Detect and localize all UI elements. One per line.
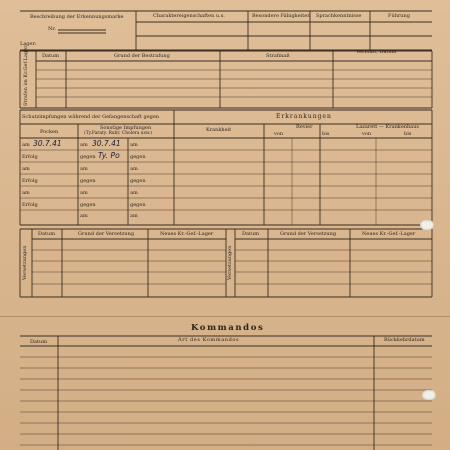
kommandos-title: Kommandos: [191, 323, 265, 333]
illness-col-lazarett: Lazarett — Krankenhaus: [356, 124, 419, 130]
am-label: am: [80, 166, 88, 172]
punishments-col-date: Datum: [42, 53, 59, 59]
illness-col-krankheit: Krankheit: [206, 127, 232, 133]
languages-label: Sprachkenntnisse: [316, 13, 362, 19]
pocken-label: Pocken: [40, 129, 59, 135]
illness-col-revier: Revier: [296, 124, 313, 130]
row-label-erfolg-1: Erfolg: [22, 154, 38, 160]
am-label: am: [80, 190, 88, 196]
am-label: am: [130, 213, 138, 219]
punishments-col-served: Verbüßt, Datum: [356, 49, 397, 55]
am-label: am: [80, 213, 88, 219]
gegen-label: gegen: [130, 202, 146, 208]
card-fold-line: [0, 316, 450, 317]
punishments-col-sentence: Strafmaß: [266, 53, 290, 59]
punch-hole-top: [420, 220, 434, 230]
other-vaccinations-label: Sonstige Impfungen: [100, 125, 152, 131]
transfers-side-label-left: Versetzungen: [22, 245, 28, 280]
row-label-am-1: am: [22, 142, 30, 148]
gegen-label: gegen: [130, 178, 146, 184]
transfers-left-col-date: Datum: [38, 231, 55, 237]
transfers-right-col-date: Datum: [242, 231, 259, 237]
kommandos-col-type: Art des Kommandos: [178, 337, 240, 343]
row-label-erfolg-2: Erfolg: [22, 178, 38, 184]
handwritten-pocken-date: 30.7.41: [33, 139, 62, 148]
kommandos-col-return-date: Rückkehrdatum: [384, 337, 425, 343]
handwritten-other-against: Ty. Po: [98, 151, 120, 160]
kommandos-col-date: Datum: [30, 339, 47, 345]
gegen-label: gegen: [80, 154, 96, 160]
row-label-erfolg-3: Erfolg: [22, 202, 38, 208]
punishments-col-reason: Grund der Bestrafung: [114, 53, 170, 59]
row-label-am-3: am: [22, 190, 30, 196]
illness-lazarett-von: von: [362, 131, 372, 137]
gegen-label: gegen: [130, 154, 146, 160]
abilities-label: Besondere Fähigkeiten: [252, 13, 311, 19]
nr-label: Nr.: [48, 26, 56, 32]
punch-hole-bottom: [422, 390, 436, 400]
transfers-side-label-right: Versetzungen: [227, 245, 233, 280]
illness-lazarett-bis: bis: [404, 131, 412, 137]
am-label: am: [130, 166, 138, 172]
handwritten-other-date: 30.7.41: [92, 139, 121, 148]
illnesses-header: Erkrankungen: [276, 113, 332, 120]
gegen-label: gegen: [80, 178, 96, 184]
gegen-label: gegen: [80, 202, 96, 208]
am-label: am: [130, 142, 138, 148]
transfers-right-col-camp: Neues Kr.-Gef.-Lager: [362, 231, 416, 237]
transfers-right-col-reason: Grund der Versetzung: [280, 231, 337, 237]
transfers-left-col-camp: Neues Kr.-Gef.-Lager: [160, 231, 214, 237]
am-label: am: [130, 190, 138, 196]
lager-label: Lager:: [20, 41, 37, 47]
punishments-side-label: Strafen im Kr.Gef.Lager: [23, 45, 29, 106]
transfers-left-col-reason: Grund der Versetzung: [78, 231, 135, 237]
other-vaccinations-sub: (Ty.Paraty. Ruhr, Cholera usw.): [84, 131, 153, 136]
illness-revier-bis: bis: [322, 131, 330, 137]
am-label: am: [80, 142, 88, 148]
characteristics-label: Charaktereigenschaften u.s.: [153, 13, 225, 19]
row-label-am-2: am: [22, 166, 30, 172]
description-label: Beschreibung der Erkennungsmarke: [30, 14, 124, 20]
vaccinations-header: Schutzimpfungen während der Gefangenschaft gegen: [22, 114, 160, 120]
illness-revier-von: von: [274, 131, 284, 137]
conduct-label: Führung: [388, 13, 410, 19]
